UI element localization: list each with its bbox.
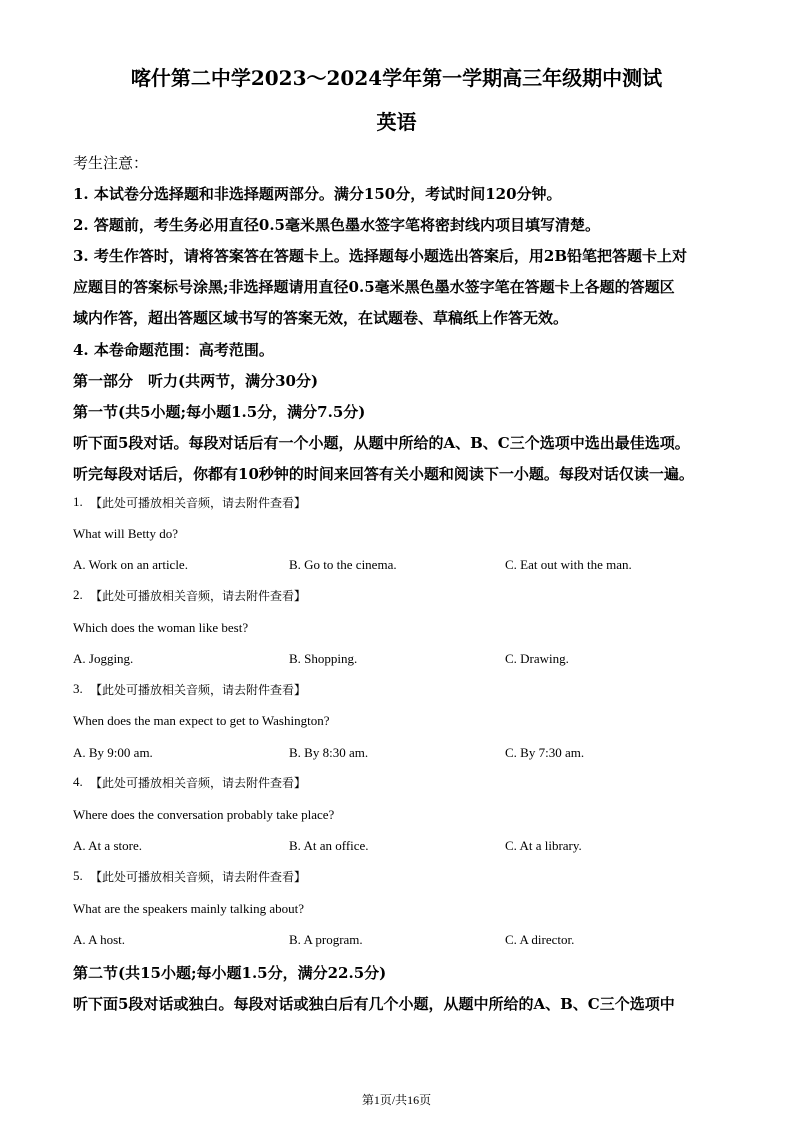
option-c: C. Drawing. xyxy=(505,651,569,666)
option-c: C. At a library. xyxy=(505,838,582,853)
audio-placeholder: 【此处可播放相关音频，请去附件查看】 xyxy=(90,776,307,790)
section2-instruction: 听下面5段对话或独白。每段对话或独白后有几个小题，从题中所给的A、B、C三个选项中 xyxy=(73,995,675,1013)
audio-placeholder: 【此处可播放相关音频，请去附件查看】 xyxy=(90,589,307,603)
option-c: C. By 7:30 am. xyxy=(505,745,585,760)
option-a: A. Jogging. xyxy=(73,651,134,666)
option-a: A. At a store. xyxy=(73,838,142,853)
option-a: A. Work on an article. xyxy=(73,557,188,572)
exam-title: 喀什第二中学2023～2024学年第一学期高三年级期中测试 xyxy=(130,66,663,90)
notice-item: 应题目的答案标号涂黑;非选择题请用直径0.5毫米黑色墨水签字笔在答题卡上各题的答题区 xyxy=(73,278,675,296)
option-a: A. A host. xyxy=(73,932,126,947)
section1-heading: 第一节(共5小题;每小题1.5分，满分7.5分) xyxy=(73,403,366,421)
question-stem: Where does the conversation probably take place? xyxy=(73,807,335,822)
question-number: 5. xyxy=(73,868,83,883)
notice-heading: 考生注意： xyxy=(73,154,149,172)
option-b: B. Go to the cinema. xyxy=(289,557,397,572)
question-stem: When does the man expect to get to Washington? xyxy=(73,713,330,728)
page-number: 第1页/共16页 xyxy=(361,1093,432,1107)
subject-title: 英语 xyxy=(376,110,417,134)
audio-placeholder: 【此处可播放相关音频，请去附件查看】 xyxy=(90,496,307,510)
question-stem: What will Betty do? xyxy=(73,526,179,541)
notice-item: 域内作答，超出答题区域书写的答案无效，在试题卷、草稿纸上作答无效。 xyxy=(73,309,569,327)
option-a: A. By 9:00 am. xyxy=(73,745,153,760)
option-c: C. Eat out with the man. xyxy=(505,557,632,572)
notice-item: 1. 本试卷分选择题和非选择题两部分。满分150分，考试时间120分钟。 xyxy=(73,185,562,203)
section1-instruction: 听完每段对话后，你都有10秒钟的时间来回答有关小题和阅读下一小题。每段对话仅读一遍。 xyxy=(73,465,694,483)
notice-item: 2. 答题前，考生务必用直径0.5毫米黑色墨水签字笔将密封线内项目填写清楚。 xyxy=(73,216,600,234)
question-number: 1. xyxy=(73,494,83,509)
option-b: B. Shopping. xyxy=(289,651,358,666)
question-number: 4. xyxy=(73,774,83,789)
section1-instruction: 听下面5段对话。每段对话后有一个小题，从题中所给的A、B、C三个选项中选出最佳选项。 xyxy=(73,434,690,452)
option-b: B. At an office. xyxy=(289,838,369,853)
notice-item: 3. 考生作答时，请将答案答在答题卡上。选择题每小题选出答案后，用2B铅笔把答题卡上对 xyxy=(73,247,688,265)
option-b: B. By 8:30 am. xyxy=(289,745,369,760)
question-stem: Which does the woman like best? xyxy=(73,620,249,635)
option-c: C. A director. xyxy=(505,932,575,947)
audio-placeholder: 【此处可播放相关音频，请去附件查看】 xyxy=(90,683,307,697)
question-stem: What are the speakers mainly talking about? xyxy=(73,901,305,916)
question-number: 2. xyxy=(73,587,83,602)
option-b: B. A program. xyxy=(289,932,363,947)
notice-item: 4. 本卷命题范围：高考范围。 xyxy=(73,341,274,359)
section2-heading: 第二节(共15小题;每小题1.5分，满分22.5分) xyxy=(73,964,387,982)
part1-heading: 第一部分 听力(共两节，满分30分) xyxy=(73,372,319,390)
audio-placeholder: 【此处可播放相关音频，请去附件查看】 xyxy=(90,870,307,884)
question-number: 3. xyxy=(73,681,83,696)
